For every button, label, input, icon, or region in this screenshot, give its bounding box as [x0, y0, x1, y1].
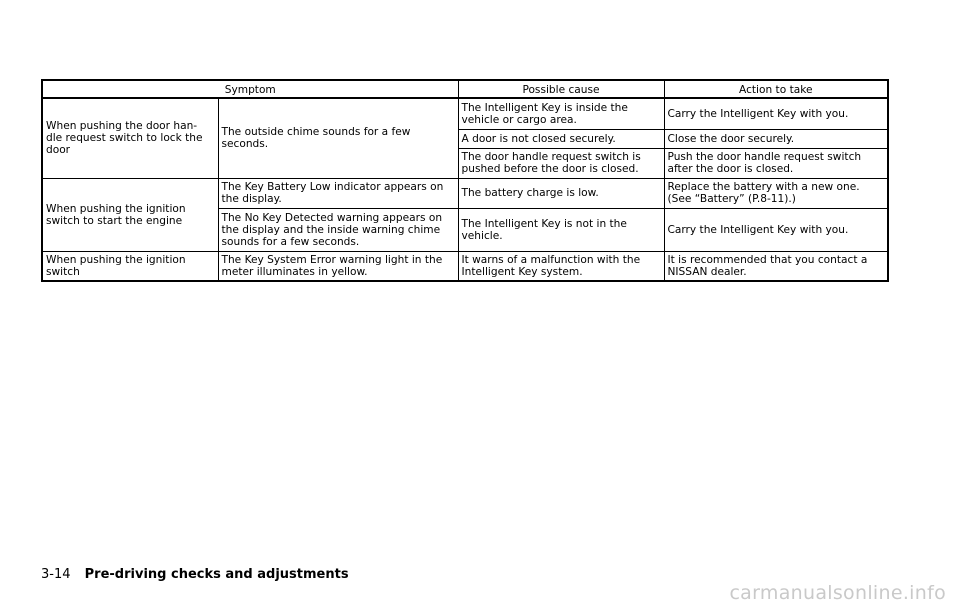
row3-context: When pushing the ignition switch — [42, 251, 218, 281]
row1-action-1: Carry the Intelligent Key with you. — [664, 98, 888, 129]
header-possible-cause: Possible cause — [458, 80, 664, 98]
table-row — [42, 98, 888, 129]
row3-cause: It warns of a malfunction with the Intelligent Key system. — [458, 251, 664, 281]
watermark: carmanualsonline.info — [729, 582, 946, 604]
row1-cause-3: The door handle request switch is pushed before the door is closed. — [458, 148, 664, 178]
row1-context: When pushing the door han- dle request switch to lock the door — [42, 98, 218, 178]
row1-cause-2: A door is not closed securely. — [458, 129, 664, 148]
row2-action-2: Carry the Intelligent Key with you. — [664, 208, 888, 251]
row2-symptom-1: The Key Battery Low indicator appears on the display. — [218, 178, 458, 208]
row1-action-3: Push the door handle request switch after the door is closed. — [664, 148, 888, 178]
table-header-row — [42, 80, 888, 98]
section-title: Pre-driving checks and adjustments — [84, 567, 349, 582]
row2-cause-1: The battery charge is low. — [458, 178, 664, 208]
page-footer — [41, 567, 349, 582]
header-action: Action to take — [664, 80, 888, 98]
row1-symptom: The outside chime sounds for a few seconds. — [218, 98, 458, 178]
table-row — [42, 178, 888, 208]
header-symptom: Symptom — [42, 80, 458, 98]
row1-cause-1: The Intelligent Key is inside the vehicle or cargo area. — [458, 98, 664, 129]
troubleshooting-table — [41, 79, 889, 282]
row2-context: When pushing the ignition switch to start the engine — [42, 178, 218, 251]
page-number: 3-14 — [41, 567, 71, 582]
table-row — [42, 251, 888, 281]
row2-action-1: Replace the battery with a new one. (See “Battery” (P.8-11).) — [664, 178, 888, 208]
row2-symptom-2: The No Key Detected warning appears on the display and the inside warning chime sounds for a few seconds. — [218, 208, 458, 251]
row1-action-2: Close the door securely. — [664, 129, 888, 148]
row3-action: It is recommended that you contact a NISSAN dealer. — [664, 251, 888, 281]
row2-cause-2: The Intelligent Key is not in the vehicle. — [458, 208, 664, 251]
row3-symptom: The Key System Error warning light in the meter illuminates in yellow. — [218, 251, 458, 281]
